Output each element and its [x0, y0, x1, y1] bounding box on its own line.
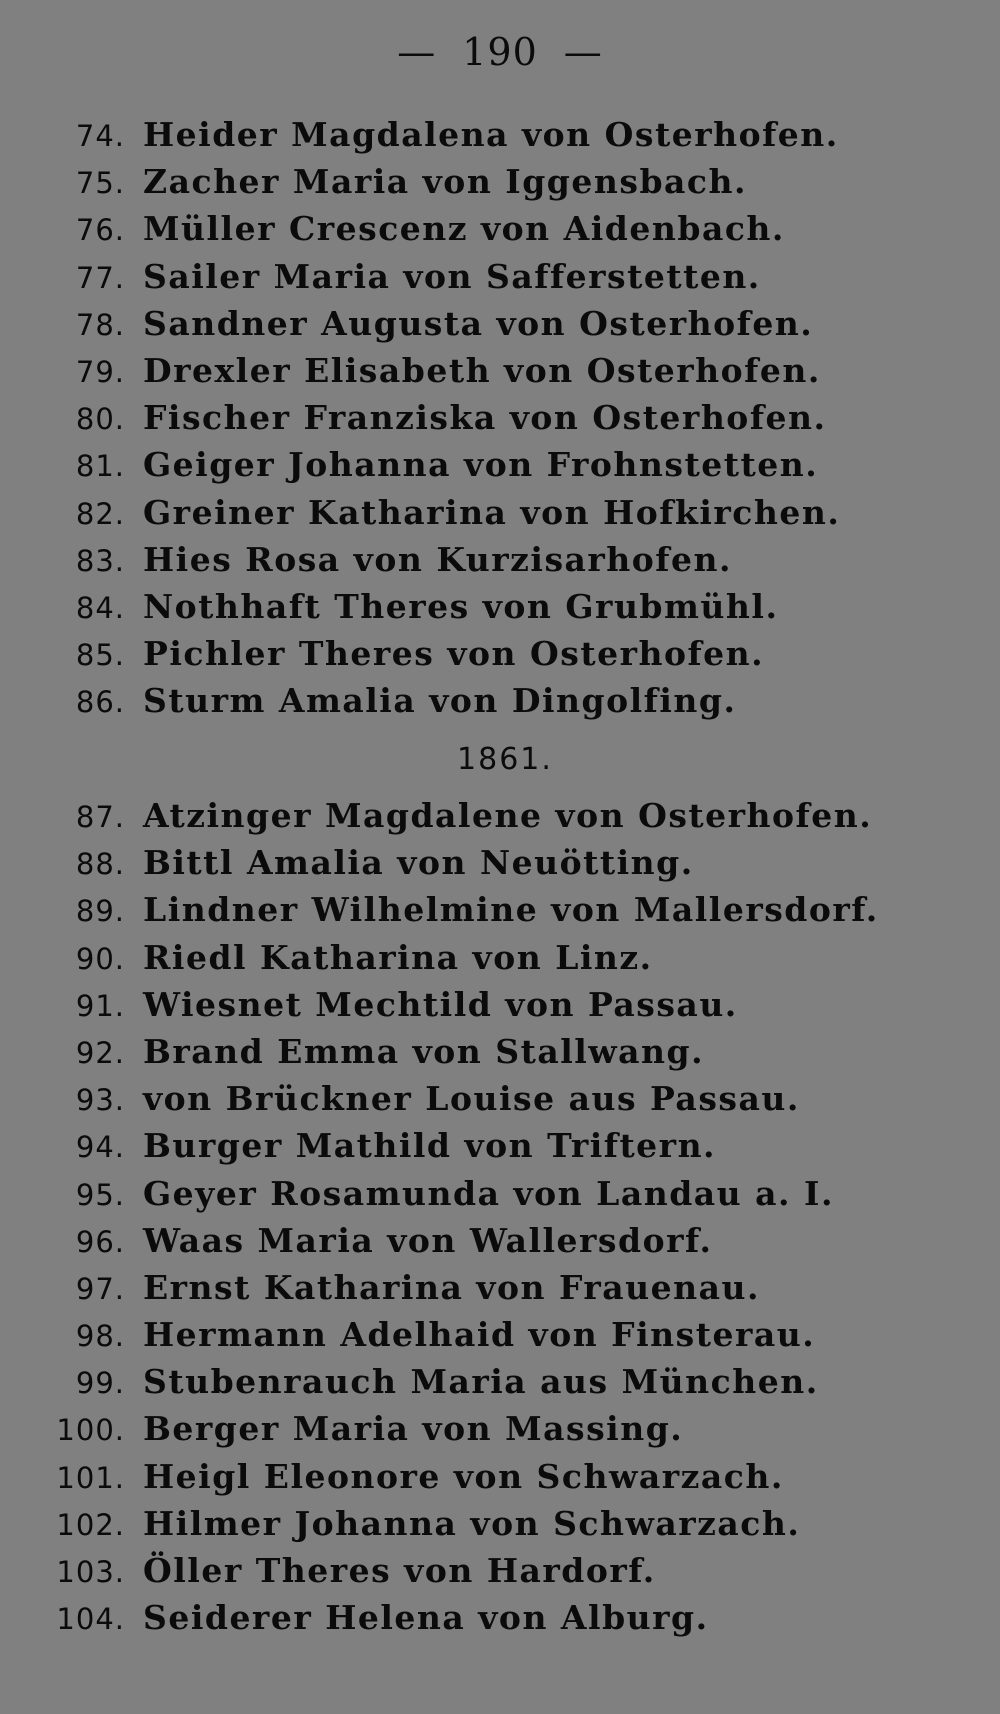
- entry-number: 93.: [75, 1083, 125, 1118]
- entry-number: 83.: [75, 543, 125, 578]
- list-entry: [0, 934, 1000, 981]
- entry-text: Lindner Wilhelmine von Mallersdorf.: [143, 890, 879, 930]
- list-entry: [0, 839, 1000, 886]
- entry-number: 77.: [75, 260, 125, 295]
- entry-number: 103.: [56, 1555, 125, 1589]
- entry-number: 100.: [56, 1413, 125, 1448]
- entry-text: Brand Emma von Stallwang.: [143, 1031, 705, 1071]
- list-entry: [0, 1358, 1000, 1405]
- entry-text: Pichler Theres von Osterhofen.: [143, 634, 765, 674]
- list-entry: [0, 1547, 1000, 1594]
- entry-number: 81.: [75, 449, 125, 484]
- entry-number: 84.: [75, 590, 125, 625]
- entry-number: 104.: [56, 1602, 125, 1637]
- entry-text: Geyer Rosamunda von Landau a. I.: [143, 1173, 834, 1213]
- list-entry: [0, 253, 1000, 300]
- list-entry: [0, 158, 1000, 205]
- entry-text: Sailer Maria von Safferstetten.: [143, 256, 761, 296]
- entry-text: Öller Theres von Hardorf.: [143, 1551, 656, 1590]
- entry-number: 92.: [75, 1035, 125, 1070]
- entry-list-2: [0, 792, 1000, 1641]
- list-entry: [0, 677, 1000, 724]
- entry-text: Riedl Katharina von Linz.: [143, 937, 653, 977]
- entry-text: Zacher Maria von Iggensbach.: [143, 162, 747, 202]
- entry-number: 89.: [75, 894, 125, 929]
- entry-text: Greiner Katharina von Hofkirchen.: [143, 492, 841, 532]
- entry-text: Heigl Eleonore von Schwarzach.: [143, 1456, 784, 1496]
- entry-text: Berger Maria von Massing.: [143, 1409, 684, 1449]
- entry-number: 79.: [75, 354, 125, 389]
- entry-text: Seiderer Helena von Alburg.: [143, 1598, 709, 1638]
- entry-text: Sandner Augusta von Osterhofen.: [143, 303, 814, 343]
- entry-text: von Brückner Louise aus Passau.: [143, 1079, 800, 1119]
- list-entry: [0, 981, 1000, 1028]
- entry-text: Burger Mathild von Triftern.: [143, 1126, 717, 1166]
- list-entry: [0, 205, 1000, 252]
- list-entry: [0, 394, 1000, 441]
- entry-text: Stubenrauch Maria aus München.: [143, 1362, 819, 1402]
- list-entry: [0, 630, 1000, 677]
- entry-text: Wiesnet Mechtild von Passau.: [143, 984, 738, 1024]
- entry-number: 78.: [75, 307, 125, 342]
- list-entry: [0, 1311, 1000, 1358]
- entry-number: 85.: [75, 638, 125, 673]
- entry-number: 74.: [75, 119, 125, 153]
- entry-text: Fischer Franziska von Osterhofen.: [143, 398, 827, 438]
- entry-number: 82.: [75, 496, 125, 531]
- list-entry: [0, 1594, 1000, 1641]
- entry-number: 91.: [75, 988, 125, 1023]
- entry-text: Atzinger Magdalene von Osterhofen.: [143, 796, 873, 835]
- entry-text: Geiger Johanna von Frohnstetten.: [143, 445, 819, 485]
- list-entry: [0, 347, 1000, 394]
- entry-number: 88.: [75, 847, 125, 882]
- list-entry: [0, 1075, 1000, 1122]
- entry-text: Hies Rosa von Kurzisarhofen.: [143, 539, 732, 579]
- entry-number: 95.: [75, 1177, 125, 1212]
- list-entry: [0, 1500, 1000, 1547]
- entry-number: 80.: [75, 402, 125, 437]
- list-entry: [0, 583, 1000, 630]
- header-dash-right: —: [563, 30, 603, 74]
- list-entry: [0, 1217, 1000, 1264]
- page-header: [0, 30, 1000, 74]
- entry-number: 94.: [75, 1130, 125, 1165]
- list-entry: [0, 1453, 1000, 1500]
- entry-text: Heider Magdalena von Osterhofen.: [143, 115, 839, 154]
- list-entry: [0, 489, 1000, 536]
- entry-number: 75.: [75, 166, 125, 201]
- entry-number: 101.: [56, 1460, 125, 1495]
- list-entry: [0, 1264, 1000, 1311]
- entry-number: 76.: [75, 213, 125, 248]
- list-entry: [0, 300, 1000, 347]
- entry-text: Bittl Amalia von Neuötting.: [143, 843, 694, 883]
- list-entry: [0, 1405, 1000, 1452]
- entry-list-1: [0, 111, 1000, 724]
- entry-number: 99.: [75, 1366, 125, 1401]
- list-entry: [0, 441, 1000, 488]
- entry-number: 98.: [75, 1319, 125, 1354]
- entry-text: Hermann Adelhaid von Finsterau.: [143, 1315, 816, 1355]
- entry-text: Ernst Katharina von Frauenau.: [143, 1267, 760, 1307]
- list-entry: [0, 1028, 1000, 1075]
- entry-number: 87.: [75, 800, 125, 834]
- entry-text: Waas Maria von Wallersdorf.: [143, 1220, 713, 1260]
- list-entry: [0, 536, 1000, 583]
- entry-text: Drexler Elisabeth von Osterhofen.: [143, 350, 821, 390]
- list-entry: [0, 1122, 1000, 1169]
- entry-number: 86.: [75, 685, 125, 720]
- list-entry: [0, 1170, 1000, 1217]
- page-number: 190: [462, 30, 538, 74]
- entry-text: Sturm Amalia von Dingolfing.: [143, 681, 737, 721]
- section-year-heading: 1861.: [457, 742, 553, 777]
- list-entry: [0, 886, 1000, 933]
- list-entry: [0, 792, 1000, 839]
- entry-number: 102.: [56, 1507, 125, 1542]
- entry-text: Müller Crescenz von Aidenbach.: [143, 209, 785, 249]
- header-dash-left: —: [397, 30, 437, 74]
- entry-number: 90.: [75, 941, 125, 976]
- entry-number: 97.: [75, 1271, 125, 1306]
- entry-text: Nothhaft Theres von Grubmühl.: [143, 586, 779, 626]
- entry-number: 96.: [75, 1224, 125, 1259]
- list-entry: [0, 111, 1000, 158]
- entry-text: Hilmer Johanna von Schwarzach.: [143, 1503, 801, 1543]
